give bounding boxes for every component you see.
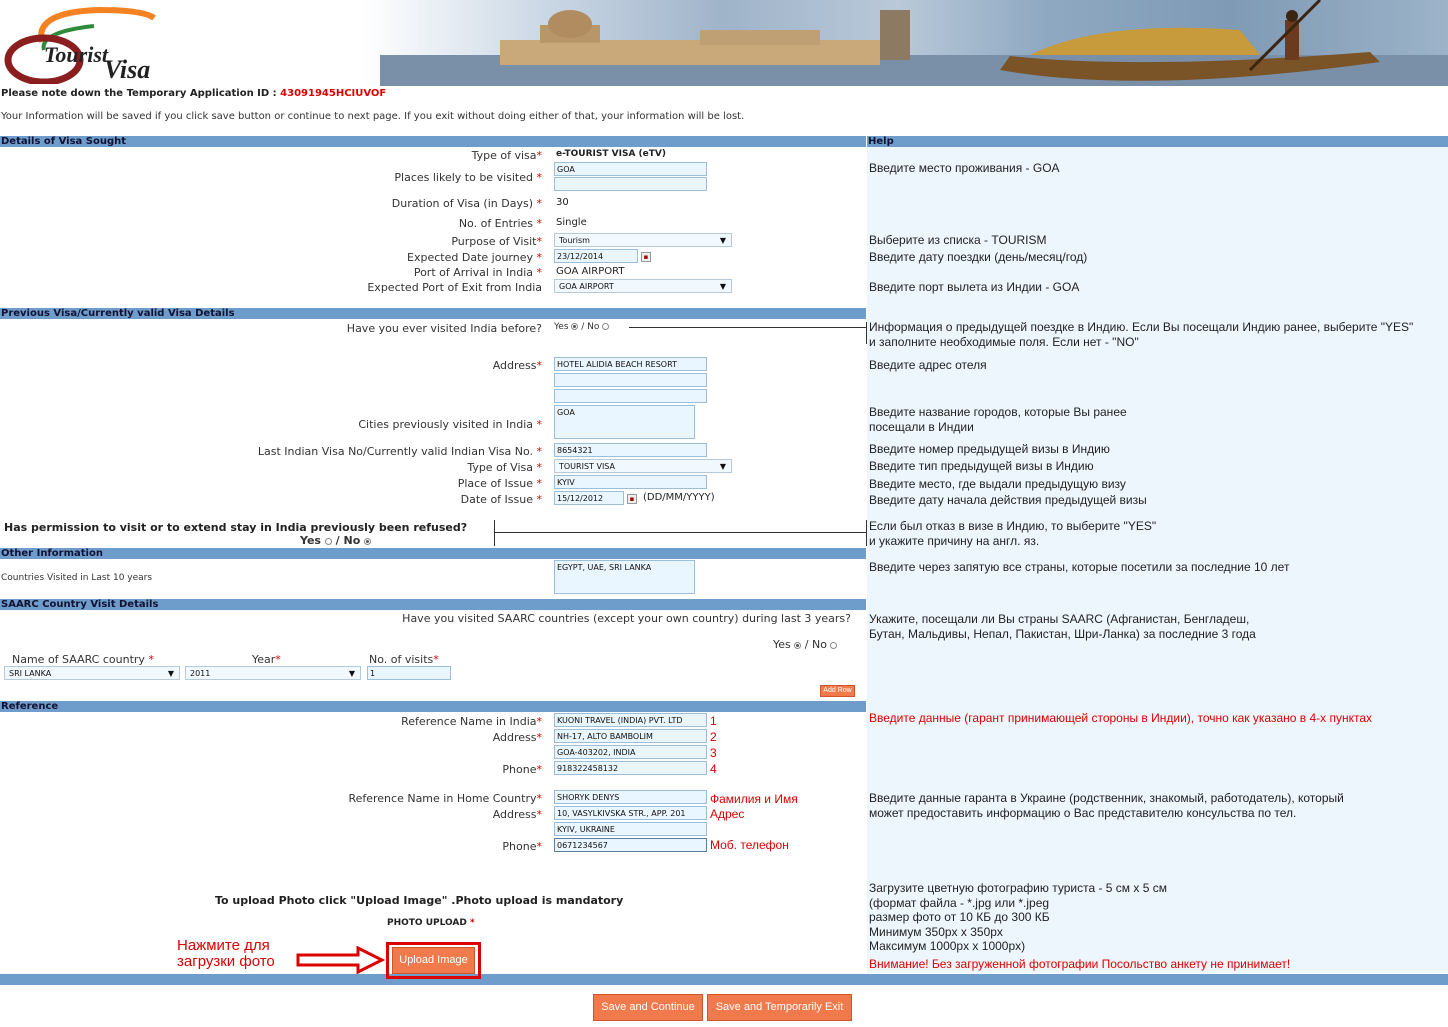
visited-yes-radio[interactable] [571,323,578,330]
date-format-hint: (DD/MM/YYYY) [643,492,715,503]
help-date: Введите дату поездки (день/месяц/год) [869,250,1088,264]
annotation-number: 1 [710,714,717,728]
address-label: Address* [492,359,542,372]
ref-home-phone-label: Phone* [502,840,542,853]
save-continue-button[interactable]: Save and Continue [593,994,703,1021]
annotation-surname: Фамилия и Имя [710,792,798,806]
help-photo: Загрузите цветную фотографию туриста - 5 см х 5 см (формат файла - *.jpg или *.jpeg размер фото от 10 КБ до 300 КБ Минимум 350px х 350px Максимум 1000px х 1000px) [869,881,1167,953]
temporary-id-label: Please note down the Temporary Application ID : [1,88,277,99]
chevron-down-icon: ▼ [348,669,355,678]
ref-india-address-input-1[interactable]: NH-17, ALTO BAMBOLIM [554,729,707,743]
type-of-visa-label: Type of visa* [471,149,542,162]
add-row-button[interactable]: Add Row [820,685,855,697]
visited-before-radios: Yes / No [554,322,609,332]
cities-label: Cities previously visited in India * [358,418,542,431]
save-notice: Your Information will be saved if you click save button or continue to next page. If you exit without doing either of that, your information will be lost. [1,111,745,122]
visa-number-input[interactable]: 8654321 [554,443,707,457]
section-visa-sought: Details of Visa Sought [0,136,866,147]
calendar-icon[interactable]: ▪ [627,494,637,504]
port-arrival-value: GOA AIRPORT [556,266,625,277]
help-refused: Если был отказ в визе в Индию, то выберите "YES" и укажите причину на англ. яз. [869,519,1157,548]
visa-number-label: Last Indian Visa No/Currently valid Indian Visa No. * [257,445,542,458]
help-place-issue: Введите место, где выдали предыдущую визу [869,477,1126,491]
ref-india-phone-label: Phone* [502,763,542,776]
journey-date-label: Expected Date journey * [407,251,542,264]
upload-image-button[interactable]: Upload Image [392,947,475,974]
address-input-3[interactable] [554,389,707,403]
place-issue-input[interactable]: KYIV [554,475,707,489]
port-arrival-label: Port of Arrival in India * [413,266,542,279]
ref-india-address-label: Address* [492,731,542,744]
upload-hint-annotation: Нажмите для загрузки фото [177,937,275,970]
refused-label: Has permission to visit or to extend stay in India previously been refused? [4,521,468,534]
countries-label: Countries Visited in Last 10 years [1,573,153,583]
help-saarc: Укажите, посещали ли Вы страны SAARC (Афганистан, Бенгладеш, Бутан, Мальдивы, Непал, Пакистан, Шри-Ланка) за последние 3 года [869,612,1256,641]
help-photo-warning: Внимание! Без загруженной фотографии Посольство анкету не принимает! [869,957,1291,971]
pointer-line [866,322,867,344]
upload-instruction: To upload Photo click "Upload Image" .Photo upload is mandatory [215,894,624,907]
chevron-down-icon: ▼ [719,462,726,471]
photo-upload-label: PHOTO UPLOAD * [387,918,475,928]
prev-visa-type-label: Type of Visa * [467,461,542,474]
saarc-visits-header: No. of visits* [369,653,439,666]
arrow-right-icon [296,946,386,974]
help-visa-type: Введите тип предыдущей визы в Индию [869,459,1094,473]
help-purpose: Выберите из списка - TOURISM [869,233,1047,247]
journey-date-input[interactable]: 23/12/2014 [554,249,638,263]
help-countries: Введите через запятую все страны, которые посетили за последние 10 лет [869,560,1290,574]
ref-india-address-input-2[interactable]: GOA-403202, INDIA [554,745,707,759]
port-exit-select[interactable]: GOA AIRPORT ▼ [554,279,732,293]
saarc-country-select[interactable]: SRI LANKA ▼ [4,666,180,680]
section-saarc: SAARC Country Visit Details [0,599,866,610]
purpose-select[interactable]: Tourism ▼ [554,233,732,247]
ref-india-phone-input[interactable]: 918322458132 [554,761,707,775]
help-date-issue: Введите дату начала действия предыдущей визы [869,493,1147,507]
header-banner [0,0,1448,86]
help-exit: Введите порт вылета из Индии - GOA [869,280,1080,294]
help-places: Введите место проживания - GOA [869,161,1060,175]
saarc-year-header: Year* [252,653,281,666]
address-input-2[interactable] [554,373,707,387]
refused-radios: Yes / No [300,534,371,547]
countries-textarea[interactable]: EGYPT, UAE, SRI LANKA [554,560,695,594]
help-visa-number: Введите номер предыдущей визы в Индию [869,442,1110,456]
date-issue-input[interactable]: 15/12/2012 [554,491,624,505]
annotation-number: 2 [710,730,717,744]
saarc-visits-input[interactable]: 1 [367,666,451,680]
annotation-phone: Моб. телефон [710,838,789,852]
visited-before-label: Have you ever visited India before? [346,322,542,335]
saarc-no-radio[interactable] [830,642,837,649]
entries-label: No. of Entries * [458,217,542,230]
ref-home-name-label: Reference Name in Home Country* [348,792,542,805]
pointer-line [629,327,866,328]
pointer-line [494,532,866,533]
annotation-number: 4 [710,762,717,776]
place-issue-label: Place of Issue * [457,477,542,490]
section-previous-visa: Previous Visa/Currently valid Visa Details [0,308,866,319]
type-of-visa-value: e-TOURIST VISA (eTV) [556,149,666,159]
port-exit-label: Expected Port of Exit from India [367,281,542,294]
saarc-question: Have you visited SAARC countries (except your own country) during last 3 years? [402,612,851,625]
chevron-down-icon: ▼ [719,236,726,245]
ref-home-name-input[interactable]: SHORYK DENYS [554,790,707,804]
refused-no-radio[interactable] [364,538,371,545]
temporary-id-value: 43091945HCIUVOF [280,88,387,99]
calendar-icon[interactable]: ▪ [641,252,651,262]
ref-home-address-input-2[interactable]: KYIV, UKRAINE [554,822,707,836]
visited-no-radio[interactable] [602,323,609,330]
help-previous: Информация о предыдущей поездке в Индию. Если Вы посещали Индию ранее, выберите "YES" и заполните необходимые поля. Если нет - "NO" [869,320,1414,349]
save-exit-button[interactable]: Save and Temporarily Exit [707,994,852,1021]
places-label: Places likely to be visited * [394,171,542,184]
help-cities: Введите название городов, которые Вы ранее посещали в Индии [869,405,1127,434]
ref-india-name-label: Reference Name in India* [401,715,542,728]
address-input-1[interactable]: HOTEL ALIDIA BEACH RESORT [554,357,707,371]
annotation-number: 3 [710,746,717,760]
duration-value: 30 [556,197,569,208]
saarc-yes-radio[interactable] [794,642,801,649]
cities-textarea[interactable]: GOA [554,405,695,439]
purpose-label: Purpose of Visit* [451,235,542,248]
ref-home-address-input-1[interactable]: 10, VASYLKIVSKA STR., APP. 201 [554,806,707,820]
annotation-address: Адрес [710,807,745,821]
pointer-line [494,520,495,546]
logo-text-tourist: Tourist [44,42,109,67]
chevron-down-icon: ▼ [167,669,174,678]
pointer-line [866,520,867,546]
places-input-1[interactable]: GOA [554,162,707,176]
entries-value: Single [556,217,587,228]
ref-india-name-input[interactable]: KUONI TRAVEL (INDIA) PVT. LTD [554,713,707,727]
date-issue-label: Date of Issue * [460,493,542,506]
help-address: Введите адрес отеля [869,358,987,372]
logo-text-visa: Visa [104,55,151,84]
prev-visa-type-select[interactable]: TOURIST VISA ▼ [554,459,732,473]
duration-label: Duration of Visa (in Days) * [391,197,542,210]
places-input-2[interactable] [554,177,707,191]
saarc-country-header: Name of SAARC country * [12,653,154,666]
chevron-down-icon: ▼ [719,282,726,291]
saarc-year-select[interactable]: 2011 ▼ [185,666,361,680]
section-help: Help [867,136,1448,147]
refused-yes-radio[interactable] [325,538,332,545]
banner-scenery [380,0,1448,86]
ref-home-address-label: Address* [492,808,542,821]
help-reference-home: Введите данные гаранта в Украине (родственник, знакомый, работодатель), который может предоставить информацию о Вас представителю консульства по тел. [869,791,1344,820]
temporary-id-line [1,88,386,99]
section-other-info: Other Information [0,548,866,559]
saarc-radios: Yes / No [773,638,837,651]
section-reference: Reference [0,701,866,712]
ref-home-phone-input[interactable]: 0671234567 [554,838,707,852]
help-reference-india: Введите данные (гарант принимающей стороны в Индии), точно как указано в 4-х пунктах [869,711,1373,725]
tourist-visa-logo [4,2,184,84]
form-footer-band [0,974,1448,985]
